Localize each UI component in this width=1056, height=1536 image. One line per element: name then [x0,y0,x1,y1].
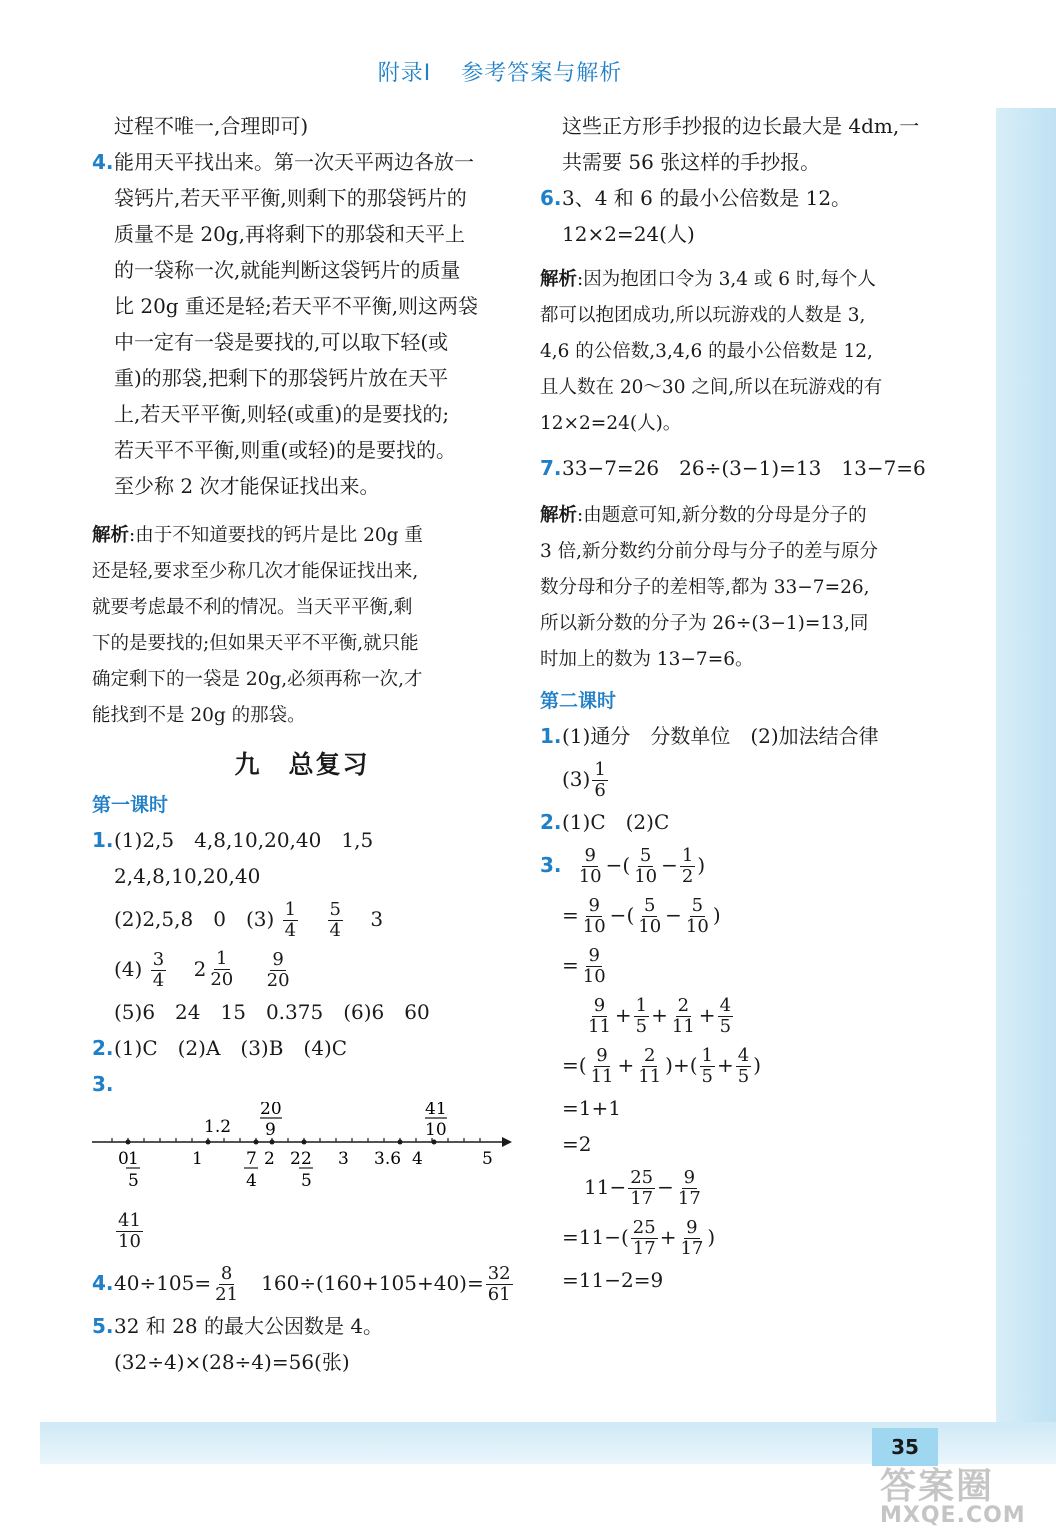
number-line [82,1102,512,1202]
label-41-num: 41 [425,1102,447,1119]
text-line: 还是轻,要求至少称几次才能保证找出来, [92,561,419,582]
text-line: 33−7=26 26÷(3−1)=13 13−7=6 [562,456,926,480]
page-header [0,56,1000,87]
text-line: 32 和 28 的最大公因数是 4。 [114,1314,384,1338]
point-1-2 [206,1140,211,1145]
label-fifth-den: 5 [128,1171,139,1191]
point-seven-fourths [254,1140,259,1145]
text-line: 确定剩下的一袋是 20g,必须再称一次,才 [92,669,423,690]
watermark-logo: 答案圈 MXQE.COM [880,1466,1026,1528]
text-line: 3、4 和 6 的最小公倍数是 12。 [562,186,852,210]
text-line: 若天平不平衡,则重(或轻)的是要找的。 [114,438,456,462]
point-twenty-ninths [270,1140,275,1145]
answer-3 [92,1066,512,1258]
appendix-label: 附录Ⅰ [377,61,432,86]
text-line: 都可以抱团成功,所以玩游戏的人数是 3, [540,305,866,326]
text-segment: (3) [562,767,591,791]
text-line: 袋钙片,若天平平衡,则剩下的那袋钙片的 [114,186,467,210]
text-line: 时加上的数为 13−7=6。 [540,649,754,670]
text-line: :由题意可知,新分数的分母是分子的 [577,505,867,526]
fraction: $\frac{8}{21}$ [215,1263,239,1305]
analysis-block-6 [540,262,960,442]
analysis-label: 解析 [540,505,578,526]
label-20-den: 9 [265,1120,276,1140]
text-segment: (4) [114,957,143,981]
text-line: 所以新分数的分子为 26÷(3−1)=13,同 [540,613,869,634]
label-2: 2 [264,1149,275,1169]
label-4: 4 [412,1149,423,1169]
point-41-tenths [432,1140,437,1145]
page-number: 35 [872,1428,938,1466]
text-line: (5)6 24 15 0.375 (6)6 60 [114,1000,430,1024]
question-number: 6. [540,186,562,210]
text-segment: (2)2,5,8 0 (3) [114,907,275,931]
text-line: =2 [562,1132,592,1156]
text-line: (1)2,5 4,8,10,20,40 1,5 [114,828,374,852]
text-line: :因为抱团口令为 3,4 或 6 时,每个人 [577,269,876,290]
text-line: 共需要 56 张这样的手抄报。 [562,150,821,174]
question-number: 2. [540,810,562,834]
fraction: $\frac{1}{6}$ [594,759,606,801]
question-number: 1. [92,828,114,852]
text-line: (1)C (2)C [562,810,670,834]
fraction: $\frac{32}{61}$ [487,1263,511,1305]
arrow-icon [502,1137,512,1147]
text-line [92,944,512,994]
fraction: $\frac{1}{4}$ [284,899,297,941]
text-line: 能用天平找出来。第一次天平两边各放一 [114,150,474,174]
text-line: (32÷4)×(28÷4)=56(张) [114,1350,350,1374]
answer-2 [92,1030,512,1066]
question-number: 4. [92,150,114,174]
text-line: 且人数在 20～30 之间,所以在玩游戏的有 [540,377,883,398]
question-number: 2. [92,1036,114,1060]
text-line: 中一定有一袋是要找的,可以取下轻(或 [114,330,449,354]
fraction: $\frac{9}{20}$ [266,949,290,991]
text-line: =1+1 [562,1096,621,1120]
text-line: 12×2=24(人) [562,222,695,246]
text-line: 就要考虑最不利的情况。当天平平衡,剩 [92,597,413,618]
label-225-num: 2 [301,1149,312,1169]
question-number: 1. [540,724,562,748]
text-line: (1)C (2)A (3)B (4)C [114,1036,348,1060]
point-two-two-fifths [302,1140,307,1145]
question-number: 3. [540,853,562,877]
text-segment: 3 [370,907,384,931]
question-number: 5. [92,1314,114,1338]
label-3-6: 3.6 [374,1149,402,1169]
section-title: 第二课时 [540,690,617,712]
label-5: 5 [482,1149,493,1169]
right-column [540,108,960,1298]
answer-5 [92,1308,512,1380]
text-line: 比 20g 重还是轻;若天平不平衡,则这两袋 [114,294,479,318]
label-41-den: 10 [425,1120,447,1140]
fraction: $\frac{3}{4}$ [152,949,165,991]
answer-4b [92,1258,512,1308]
text-line [92,1202,512,1258]
text-line: 下的是要找的;但如果天平不平衡,就只能 [92,633,419,654]
right-decor-band [996,108,1056,1428]
answer-r3: 3. $\frac{9}{10}$ −( $\frac{5}{10}$ − $\frac{1}{2}$ ) = $\frac{9}{10}$ −( $\frac{5}{10}$ − $\frac{5}{10}$ ) = $\frac{9}{10}$ $\frac{9}{11}$ + $\frac{1}{5}$ + $\frac{2}{11}$ + $\frac{4}{5}$ =( $\frac{9}{11}$ + $\frac{2}{11}$ )+( $\frac{1}{5}$ + $\frac{4}{5}$ ) =1+1 =2 11− $\frac{25}{17}$ − $\frac{9}{17}$ =11−( $\frac{25}{17}$ + $\frac{9}{17}$ ) =11−2=9 [540,840,960,1298]
text-line: 重)的那袋,把剩下的那袋钙片放在天平 [114,366,449,390]
fraction: $\frac{5}{4}$ [329,899,341,941]
mixed-number: 2 $\frac{1}{20}$ [193,947,234,990]
text-segment: 40÷105= [114,1271,212,1295]
fraction: $\frac{41}{10}$ [118,1210,141,1252]
text-line: =11−2=9 [562,1268,664,1292]
text-line: 至少称 2 次才能保证找出来。 [114,474,380,498]
question-number: 7. [540,456,562,480]
point-3-6 [398,1140,403,1145]
question-number: 3. [92,1072,114,1096]
text-line: 能找到不是 20g 的那袋。 [92,705,306,726]
label-225-den: 5 [301,1171,312,1191]
label-74-num: 7 [246,1149,257,1169]
label-2b: 2 [290,1149,301,1169]
left-column [92,108,512,1380]
text-line: 4,6 的公倍数,3,4,6 的最小公倍数是 12, [540,341,873,362]
text-line: :由于不知道要找的钙片是比 20g 重 [129,525,423,546]
answer-4 [92,144,512,504]
analysis-label: 解析 [92,525,130,546]
text-line: 这些正方形手抄报的边长最大是 4dm,一 [562,114,920,138]
analysis-block-7 [540,498,960,678]
text-line: 质量不是 20g,再将剩下的那袋和天平上 [114,222,465,246]
text-line: (1)通分 分数单位 (2)加法结合律 [562,724,879,748]
label-1: 1 [192,1149,203,1169]
text-line: 12×2=24(人)。 [540,413,682,434]
text-line: 的一袋称一次,就能判断这袋钙片的质量 [114,258,461,282]
question-number: 4. [92,1271,114,1295]
text-line: 数分母和分子的差相等,都为 33−7=26, [540,577,870,598]
text-segment: 160÷(160+105+40)= [261,1271,484,1295]
text-line [92,894,512,944]
chapter-title: 九 总复习 [234,750,370,779]
label-3: 3 [338,1149,349,1169]
label-74-den: 4 [246,1171,257,1191]
label-1-2: 1.2 [204,1117,232,1137]
section-title: 第一课时 [92,794,169,816]
text-line: 2,4,8,10,20,40 [114,864,261,888]
text-line [540,754,960,804]
header-title: 参考答案与解析 [461,61,623,86]
analysis-block [92,518,512,734]
text-line: 过程不唯一,合理即可) [114,114,309,138]
point-one-fifth [126,1140,131,1145]
label-fifth-num: 1 [128,1149,139,1169]
label-0: 0 [118,1149,129,1169]
text-line: 上,若天平平衡,则轻(或重)的是要找的; [114,402,450,426]
answer-1 [92,822,512,1030]
text-line: 3 倍,新分数约分前分母与分子的差与原分 [540,541,879,562]
analysis-label: 解析 [540,269,578,290]
label-20-num: 20 [260,1102,282,1119]
